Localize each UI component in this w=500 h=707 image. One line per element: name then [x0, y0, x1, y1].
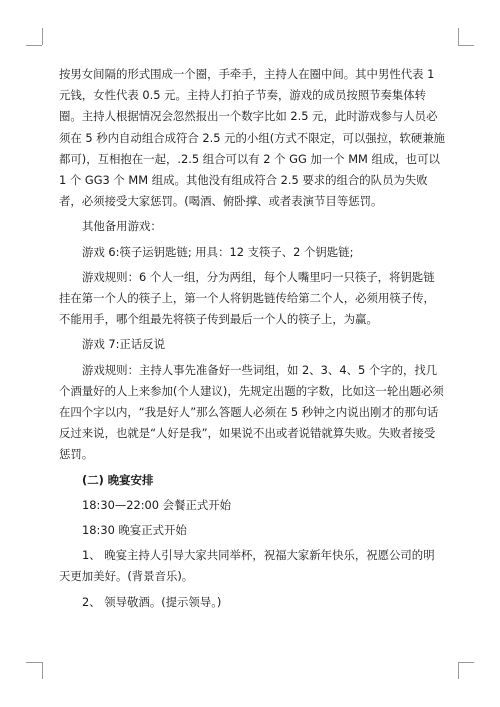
document-body: [59, 64, 445, 613]
crop-mark-top-right: [458, 28, 459, 45]
paragraph-dinner-start: 18:30 晚宴正式开始: [82, 523, 187, 538]
crop-mark-bottom-right: [458, 662, 474, 663]
paragraph-dinner-time-range: 18:30—22:00 会餐正式开始: [82, 497, 232, 512]
list-item-toast: 1、 晚宴主持人引导大家共同举杯，祝福大家新年快乐，祝愿公司的明天更加美好。(背景音乐)。: [59, 548, 435, 584]
paragraph-game-6-title: 游戏 6:筷子运钥匙链; 用具：12 支筷子、2 个钥匙链;: [82, 244, 354, 259]
paragraph-game-6-rules: 游戏规则：6 个人一组，分为两组，每个人嘴里叼一只筷子，将钥匙链挂在第一个人的筷子上，第一个人将钥匙链传给第二个人，必须用筷子传，不能用手，哪个组最先将筷子传到最后一个人的筷子上，为赢。: [59, 269, 435, 327]
crop-mark-top-right: [458, 45, 474, 46]
crop-mark-top-left: [26, 45, 42, 46]
crop-mark-bottom-left: [42, 662, 43, 679]
paragraph-backup-games-heading: 其他备用游戏：: [82, 219, 162, 234]
paragraph-game-7-rules: 游戏规则：主持人事先准备好一些词组，如 2、3、4、5 个字的，找几个酒量好的人上来参加(个人建议)，先规定出题的字数，比如这一轮出题必须在四个字以内，“我是好人”那么答题人必须在 5 秒钟之内说出刚才的那句话反过来说，也就是“人好是我”，如果说不出或者说错就算失败。失败者接受惩罚。: [59, 362, 444, 462]
paragraph-game-7-title: 游戏 7:正话反说: [82, 337, 166, 352]
section-heading-dinner: (二) 晚宴安排: [82, 472, 154, 487]
paragraph-game-rules-circle: 按男女间隔的形式围成一个圈，手牵手，主持人在圈中间。其中男性代表 1 元钱，女性代表 0.5 元。主持人打拍子节奏，游戏的成员按照节奏集体转圈。主持人根据情况会忽然报出一个数字比如 2.5 元，此时游戏参与人员必须在 5 秒内自动组合成符合 2.5 元的小组(方式不限定，可以强拉，软硬兼施都可)，互相抱在一起，.2.5 组合可以有 2 个 GG 加一个 MM 组成，也可以 1 个 GG3 个 MM 组成。其他没有组成符合 2.5 要求的组合的队员为失败者，必须接受大家惩罚。(喝酒、俯卧撑、或者表演节目等惩罚。: [59, 67, 446, 209]
crop-mark-bottom-right: [458, 662, 459, 679]
list-item-leader-toast: 2、 领导敬酒。(提示领导。): [82, 594, 222, 609]
crop-mark-bottom-left: [26, 662, 42, 663]
crop-mark-top-left: [42, 28, 43, 45]
